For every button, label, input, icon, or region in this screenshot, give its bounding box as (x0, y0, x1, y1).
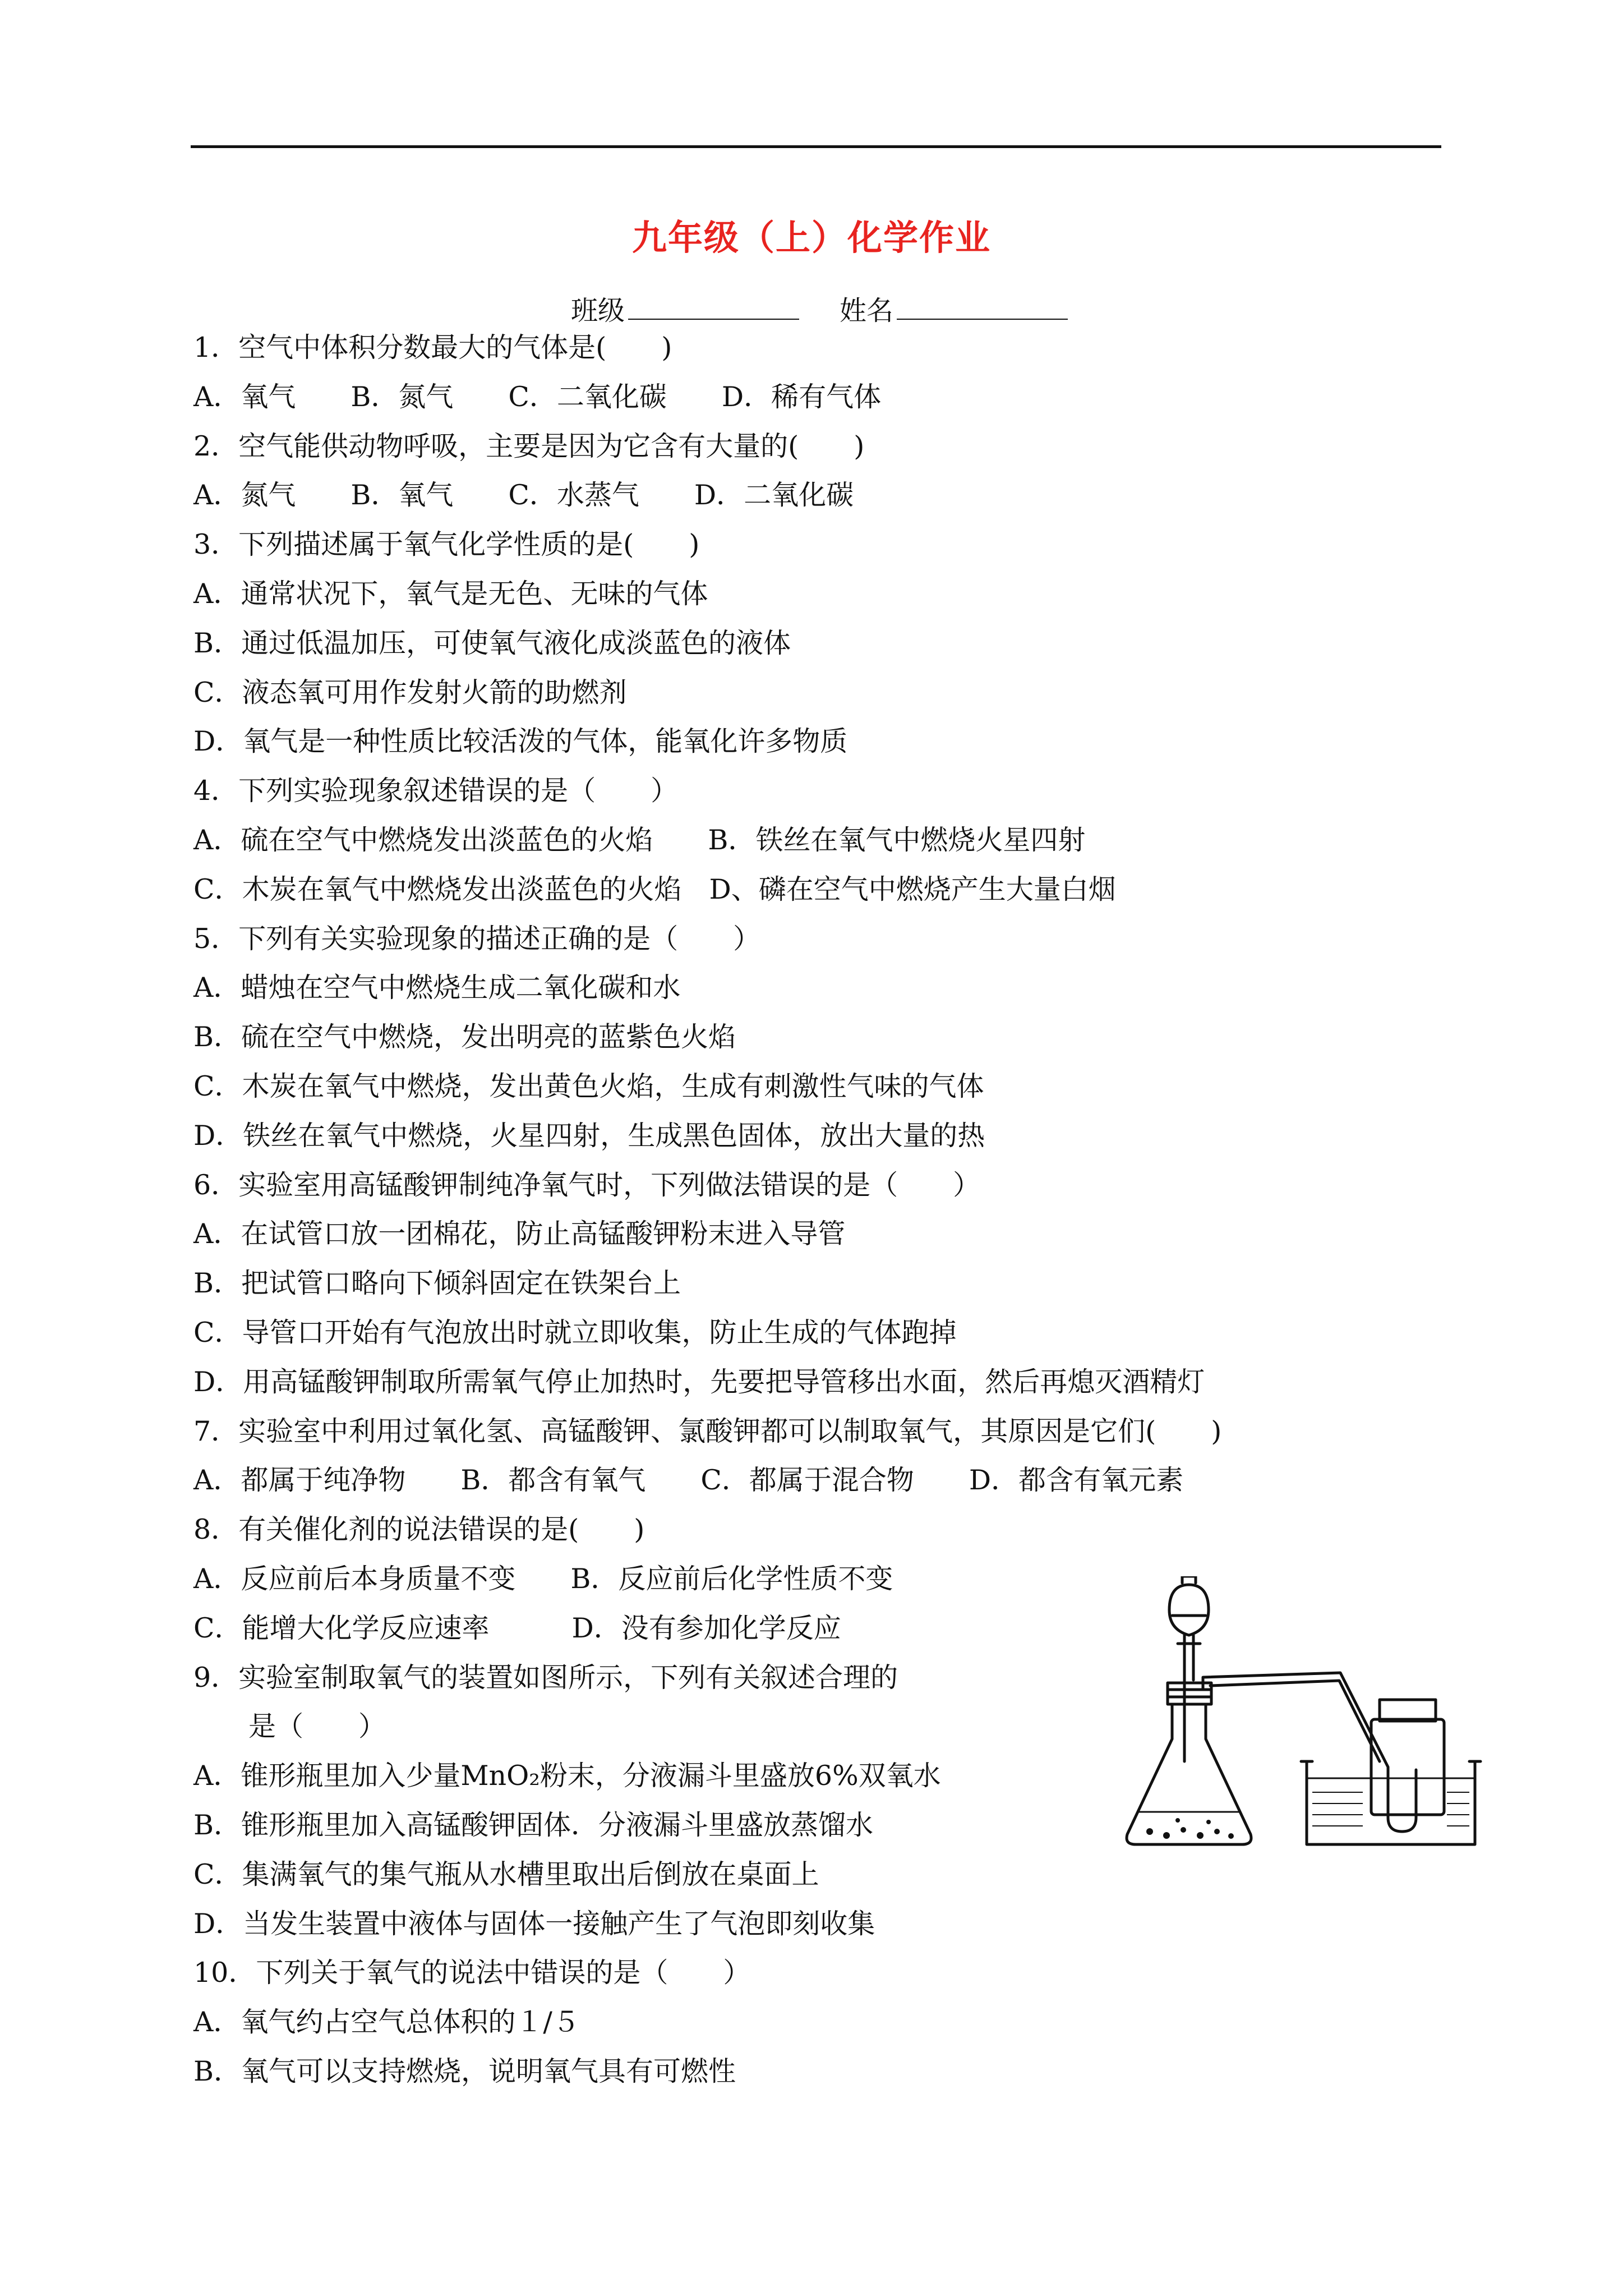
class-name-line (571, 289, 1068, 328)
question-line: C．木炭在氧气中燃烧发出淡蓝色的火焰 D、磷在空气中燃烧产生大量白烟 (193, 873, 1116, 905)
question-line: A．通常状况下，氧气是无色、无味的气体 (193, 578, 708, 610)
class-blank (628, 319, 799, 320)
question-line: 1．空气中体积分数最大的气体是( ) (193, 332, 672, 364)
question-line: C．能增大化学反应速率 D．没有参加化学反应 (193, 1612, 841, 1644)
question-line: B．把试管口略向下倾斜固定在铁架台上 (193, 1267, 681, 1299)
name-label: 姓名 (840, 295, 894, 326)
question-line: 6．实验室用高锰酸钾制纯净氧气时，下列做法错误的是（ ） (193, 1169, 981, 1201)
question-line: 4．下列实验现象叙述错误的是（ ） (193, 775, 679, 807)
question-line: 8．有关催化剂的说法错误的是( ) (193, 1513, 645, 1545)
question-line: A．反应前后本身质量不变 B．反应前后化学性质不变 (193, 1563, 893, 1595)
question-line: 7．实验室中利用过氧化氢、高锰酸钾、氯酸钾都可以制取氧气，其原因是它们( ) (193, 1415, 1222, 1447)
question-line: A．氧气 B．氮气 C．二氧化碳 D．稀有气体 (193, 381, 882, 413)
question-line: C．集满氧气的集气瓶从水槽里取出后倒放在桌面上 (193, 1858, 819, 1890)
question-line: B．硫在空气中燃烧，发出明亮的蓝紫色火焰 (193, 1021, 736, 1053)
question-line: B．氧气可以支持燃烧，说明氧气具有可燃性 (193, 2055, 736, 2087)
question-line: 是（ ） (193, 1710, 386, 1742)
oxygen-apparatus-figure (1116, 1576, 1509, 1857)
header-rule (191, 145, 1441, 148)
class-label: 班级 (571, 295, 625, 326)
question-line: 10．下列关于氧气的说法中错误的是（ ） (193, 1957, 751, 1989)
name-blank (897, 319, 1068, 320)
question-line: D．氧气是一种性质比较活泼的气体，能氧化许多物质 (193, 725, 848, 757)
question-line: D．当发生装置中液体与固体一接触产生了气泡即刻收集 (193, 1908, 875, 1940)
question-line: C．液态氧可用作发射火箭的助燃剂 (193, 677, 627, 708)
question-line: 2．空气能供动物呼吸，主要是因为它含有大量的( ) (193, 430, 865, 462)
question-line: B．锥形瓶里加入高锰酸钾固体．分液漏斗里盛放蒸馏水 (193, 1809, 874, 1841)
question-line: D．用高锰酸钾制取所需氧气停止加热时，先要把导管移出水面，然后再熄灭酒精灯 (193, 1366, 1205, 1398)
page-title: 九年级（上）化学作业 (631, 217, 991, 258)
question-line: A．在试管口放一团棉花，防止高锰酸钾粉末进入导管 (193, 1218, 846, 1250)
question-line: 3．下列描述属于氧气化学性质的是( ) (193, 528, 700, 560)
question-line: A．硫在空气中燃烧发出淡蓝色的火焰 B．铁丝在氧气中燃烧火星四射 (193, 824, 1086, 856)
question-line: D．铁丝在氧气中燃烧，火星四射，生成黑色固体，放出大量的热 (193, 1120, 985, 1152)
question-line: A．蜡烛在空气中燃烧生成二氧化碳和水 (193, 972, 681, 1004)
question-line: B．通过低温加压，可使氧气液化成淡蓝色的液体 (193, 627, 791, 659)
question-line: A．锥形瓶里加入少量MnO₂粉末，分液漏斗里盛放6%双氧水 (193, 1760, 941, 1792)
question-line: A．都属于纯净物 B．都含有氧气 C．都属于混合物 D．都含有氧元素 (193, 1464, 1184, 1496)
question-line: A．氮气 B．氧气 C．水蒸气 D．二氧化碳 (193, 479, 854, 511)
question-line: 5．下列有关实验现象的描述正确的是（ ） (193, 923, 761, 955)
question-line: A．氧气约占空气总体积的１/５ (193, 2006, 580, 2038)
question-line: C．木炭在氧气中燃烧，发出黄色火焰，生成有刺激性气味的气体 (193, 1070, 984, 1102)
question-line: 9．实验室制取氧气的装置如图所示，下列有关叙述合理的 (193, 1662, 898, 1694)
question-line: C．导管口开始有气泡放出时就立即收集，防止生成的气体跑掉 (193, 1317, 957, 1349)
